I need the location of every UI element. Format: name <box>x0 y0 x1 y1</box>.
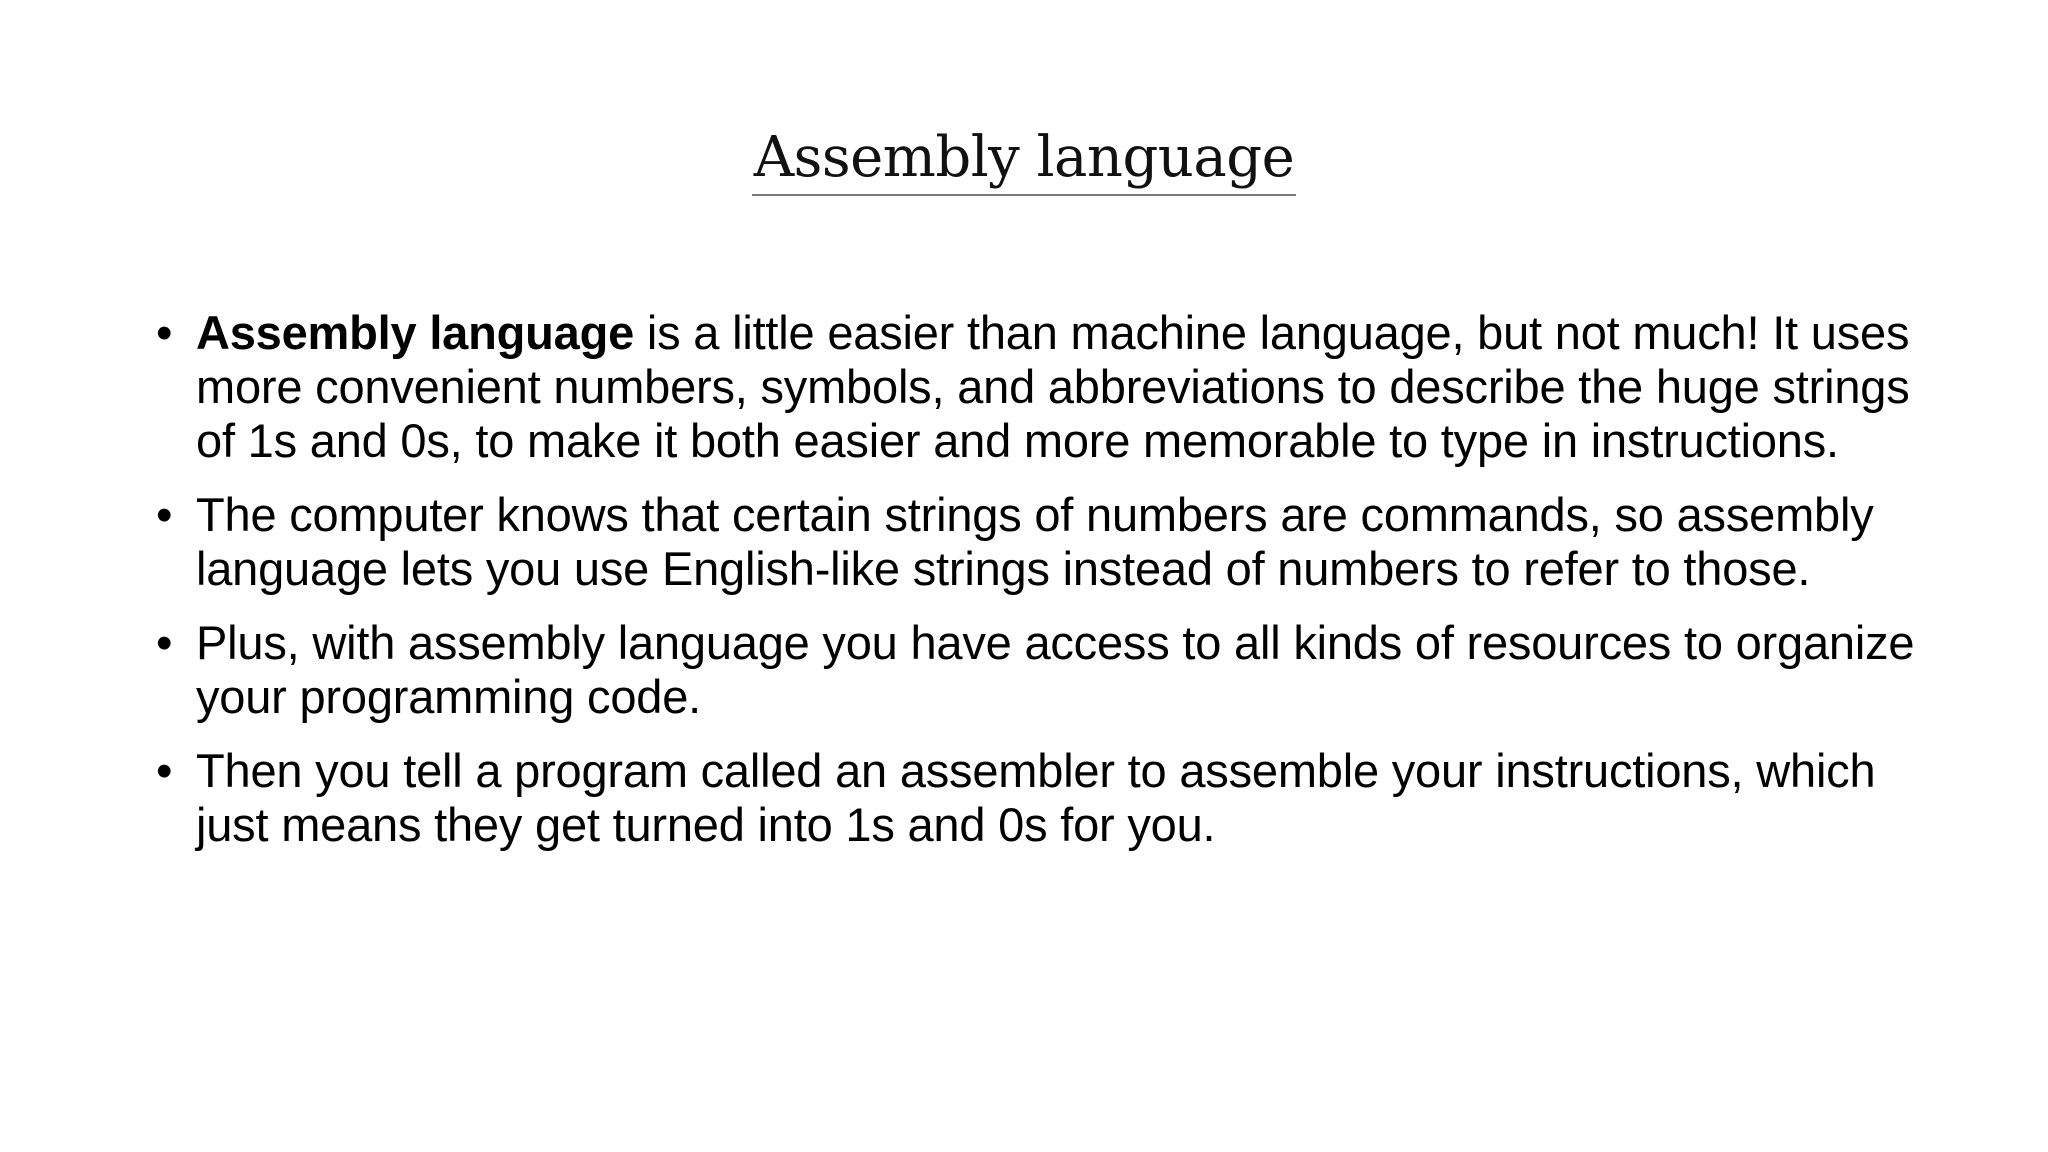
bullet-text: Plus, with assembly language you have access to all kinds of resources to organize your programming code. <box>196 616 1915 723</box>
bullet-text: The computer knows that certain strings of numbers are commands, so assembly language lets you use English-like strings instead of numbers to refer to those. <box>196 488 1874 595</box>
bullet-list <box>156 306 1916 872</box>
slide-title <box>0 118 2048 198</box>
bullet-bold-term: Assembly language <box>196 306 635 359</box>
bullet-item <box>156 616 1916 724</box>
bullet-text: Then you tell a program called an assembler to assemble your instructions, which just means they get turned into 1s and 0s for you. <box>196 744 1876 851</box>
bullet-item <box>156 306 1916 468</box>
slide-title-text: Assembly language <box>752 122 1297 196</box>
bullet-item <box>156 744 1916 852</box>
bullet-dot-icon: • <box>156 744 173 797</box>
bullet-dot-icon: • <box>156 306 173 359</box>
bullet-dot-icon: • <box>156 616 173 669</box>
bullet-text: is a little easier than machine language, but not much! It uses more convenient numbers, symbols, and abbreviations to describe the huge strings of 1s and 0s, to make it both easier and more memorable to type in instructions. <box>196 306 1910 467</box>
bullet-item <box>156 488 1916 596</box>
bullet-dot-icon: • <box>156 488 173 541</box>
